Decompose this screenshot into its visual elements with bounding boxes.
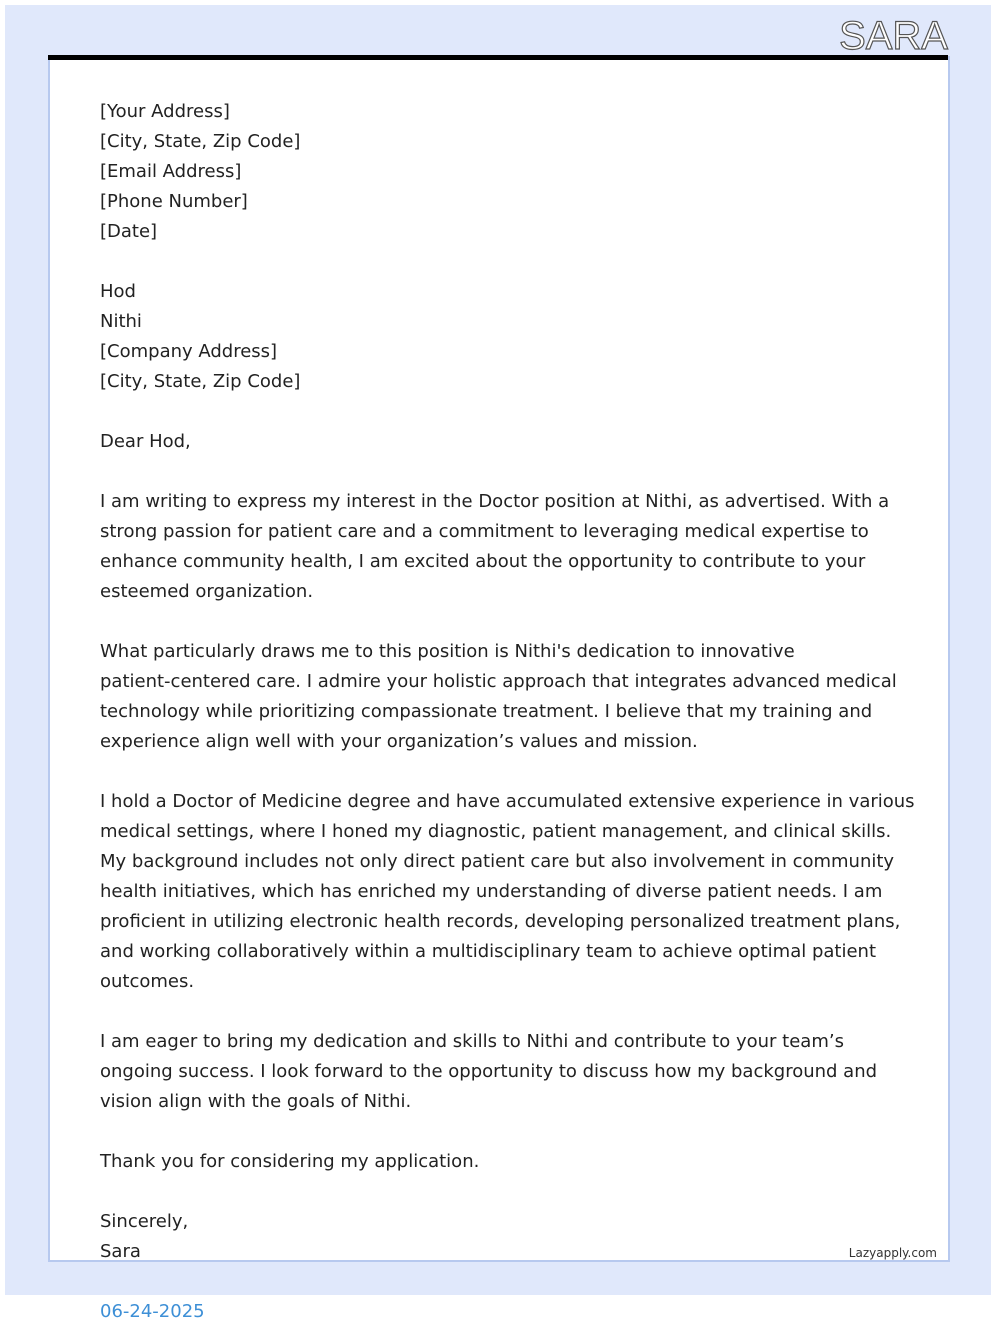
paragraph-line: Thank you for considering my application. <box>100 1151 480 1172</box>
paragraph-line: experience align well with your organization’s values and mission. <box>100 731 698 752</box>
sender-date: [Date] <box>100 221 158 242</box>
header-rule <box>48 55 948 60</box>
closing: Sincerely, <box>100 1211 189 1232</box>
body-paragraph-4 <box>100 1027 900 1117</box>
paragraph-line: ongoing success. I look forward to the opportunity to discuss how my background and <box>100 1061 878 1082</box>
sender-block <box>100 97 900 247</box>
salutation: Dear Hod, <box>100 431 191 452</box>
body-paragraph-1 <box>100 487 900 607</box>
sender-phone: [Phone Number] <box>100 191 248 212</box>
paragraph-line: I hold a Doctor of Medicine degree and have accumulated extensive experience in various <box>100 791 915 812</box>
recipient-company-address: [Company Address] <box>100 341 278 362</box>
paragraph-line: I am writing to express my interest in the Doctor position at Nithi, as advertised. With a <box>100 491 890 512</box>
brand-logo-text: SARA <box>839 14 948 58</box>
sender-email: [Email Address] <box>100 161 242 182</box>
paragraph-line: I am eager to bring my dedication and skills to Nithi and contribute to your team’s <box>100 1031 844 1052</box>
paragraph-line: vision align with the goals of Nithi. <box>100 1091 412 1112</box>
paragraph-line: My background includes not only direct patient care but also involvement in community <box>100 851 895 872</box>
body-paragraph-3 <box>100 787 915 997</box>
recipient-name: Hod <box>100 281 136 302</box>
cover-letter <box>100 97 915 1327</box>
paragraph-line: health initiatives, which has enriched my understanding of diverse patient needs. I am <box>100 881 883 902</box>
recipient-company: Nithi <box>100 311 142 332</box>
body-paragraph-2 <box>100 637 900 757</box>
recipient-block <box>100 277 900 397</box>
paragraph-line: proficient in utilizing electronic health records, developing personalized treatment plans, <box>100 911 901 932</box>
paragraph-line: What particularly draws me to this position is Nithi's dedication to innovative <box>100 641 795 662</box>
paragraph-line: enhance community health, I am excited about the opportunity to contribute to your <box>100 551 866 572</box>
sender-address: [Your Address] <box>100 101 230 122</box>
signature: Sara <box>100 1241 141 1262</box>
paragraph-line: esteemed organization. <box>100 581 314 602</box>
body-paragraph-5 <box>100 1147 900 1177</box>
paragraph-line: outcomes. <box>100 971 195 992</box>
signed-date: 06-24-2025 <box>100 1301 205 1322</box>
sender-city-state-zip: [City, State, Zip Code] <box>100 131 301 152</box>
paragraph-line: strong passion for patient care and a commitment to leveraging medical expertise to <box>100 521 869 542</box>
footer-site-label: Lazyapply.com <box>848 1246 937 1260</box>
paragraph-line: medical settings, where I honed my diagnostic, patient management, and clinical skills. <box>100 821 892 842</box>
paragraph-line: technology while prioritizing compassionate treatment. I believe that my training and <box>100 701 873 722</box>
paragraph-line: and working collaboratively within a multidisciplinary team to achieve optimal patient <box>100 941 876 962</box>
paragraph-line: patient-centered care. I admire your holistic approach that integrates advanced medical <box>100 671 897 692</box>
recipient-city-state-zip: [City, State, Zip Code] <box>100 371 301 392</box>
